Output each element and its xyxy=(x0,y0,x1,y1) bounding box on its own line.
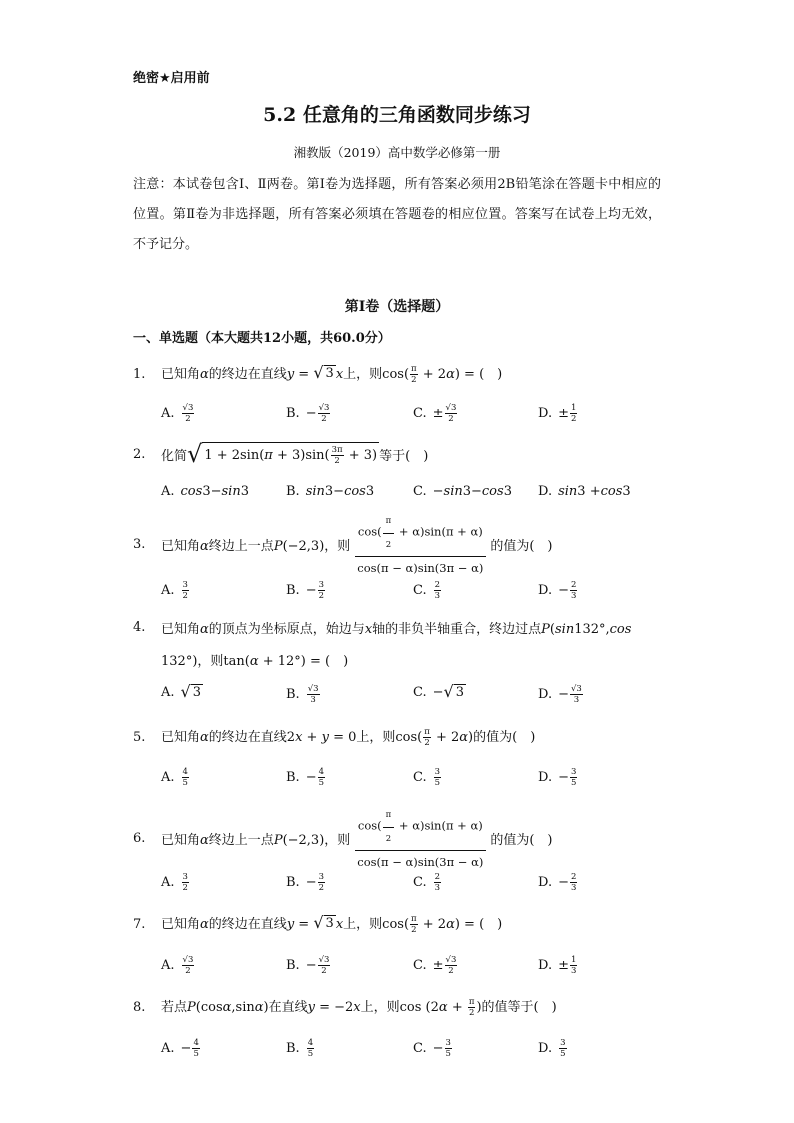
question-6: 6. 已知角α终边上一点P(−2,3)，则 cos( $\frac{\pi}{2}$ + α)sin(π + α) cos(π − α)sin(3π − α) 的值为( ) xyxy=(133,806,553,870)
question-8-option-a[interactable]: A. − 4 5 xyxy=(161,1038,199,1059)
question-6-option-d[interactable]: D. − 2 3 xyxy=(538,872,577,893)
question-8-option-b[interactable]: B. 4 5 xyxy=(286,1038,314,1059)
question-3-option-c[interactable]: C. 2 3 xyxy=(413,580,441,601)
question-3-option-b[interactable]: B. − 3 2 xyxy=(286,580,325,601)
volume-heading: 第Ⅰ卷（选择题） xyxy=(344,299,450,315)
question-4-continued: 132°)，则tan(α + 12°) = ( ) xyxy=(161,654,349,669)
question-1: 1. 已知角α的终边在直线y = √ 3 x上，则cos( $\frac{\pi}{2}$ + 2α) = ( ) xyxy=(133,363,503,385)
question-4-option-a[interactable]: A. √ 3 xyxy=(161,682,202,701)
question-5-option-d[interactable]: D. − 3 5 xyxy=(538,767,577,788)
question-5-option-a[interactable]: A. 4 5 xyxy=(161,767,188,788)
question-7-option-d[interactable]: D. ± 1 3 xyxy=(538,955,577,976)
question-6-option-c[interactable]: C. 2 3 xyxy=(413,872,441,893)
question-7: 7. 已知角α的终边在直线y = √ 3 x上，则cos( $\frac{\pi}{2}$ + 2α) = ( ) xyxy=(133,913,503,935)
question-6-option-a[interactable]: A. 3 2 xyxy=(161,872,188,893)
question-4-option-d[interactable]: D. − √3 3 xyxy=(538,684,582,705)
question-4-option-c[interactable]: C. − √ 3 xyxy=(413,682,465,701)
question-8-option-c[interactable]: C. − 3 5 xyxy=(413,1038,451,1059)
question-2-option-c[interactable]: C. − sin 3− cos 3 xyxy=(413,484,512,499)
exam-notice: 注意：本试卷包含Ⅰ、Ⅱ两卷。第Ⅰ卷为选择题，所有答案必须用2B铅笔涂在答题卡中相应的位置。第Ⅱ卷为非选择题，所有答案必须填在答题卷的相应位置。答案写在试卷上均无效，不予记分。 xyxy=(133,177,661,252)
question-2-option-a[interactable]: A. cos 3− sin 3 xyxy=(161,484,249,499)
question-7-option-c[interactable]: C. ± √3 2 xyxy=(413,955,457,976)
question-5: 5. 已知角α的终边在直线2x + y = 0上，则cos( $\frac{\pi}{2}$ + 2α)的值为( ) xyxy=(133,727,536,748)
question-2: 2. 化简 √ 1 + 2sin(π + 3)sin( $\frac{3\pi}{2}$ + 3) 等于( ) xyxy=(133,440,429,468)
question-1-option-a[interactable]: A. √3 2 xyxy=(161,403,194,424)
question-8-option-d[interactable]: D. 3 5 xyxy=(538,1038,566,1059)
page-title: 5.2 任意角的三角函数同步练习 xyxy=(263,104,531,126)
question-2-option-d[interactable]: D. sin 3 + cos 3 xyxy=(538,484,631,499)
confidential-label: 绝密★启用前 xyxy=(133,71,210,86)
question-8: 8. 若点P(cosα,sinα)在直线y = −2x上，则cos (2α + $\frac{\pi}{2}$ )的值等于( ) xyxy=(133,997,557,1018)
question-4-option-b[interactable]: B. √3 3 xyxy=(286,684,319,705)
question-2-option-b[interactable]: B. sin 3− cos 3 xyxy=(286,484,375,499)
section-heading: 一、单选题（本大题共12小题，共60.0分） xyxy=(133,331,391,346)
question-7-option-a[interactable]: A. √3 2 xyxy=(161,955,194,976)
question-4: 4. 已知角α的顶点为坐标原点，始边与x轴的非负半轴重合，终边过点P(sin132°,cos xyxy=(133,620,632,637)
page-subtitle: 湘教版（2019）高中数学必修第一册 xyxy=(293,145,501,160)
question-7-option-b[interactable]: B. − √3 2 xyxy=(286,955,330,976)
question-1-option-c[interactable]: C. ± √3 2 xyxy=(413,403,457,424)
question-3: 3. 已知角α终边上一点P(−2,3)，则 cos( $\frac{\pi}{2}$ + α)sin(π + α) cos(π − α)sin(3π − α) 的值为( ) xyxy=(133,512,553,576)
question-5-option-c[interactable]: C. 3 5 xyxy=(413,767,441,788)
question-6-option-b[interactable]: B. − 3 2 xyxy=(286,872,325,893)
question-1-option-b[interactable]: B. − √3 2 xyxy=(286,403,330,424)
question-3-option-a[interactable]: A. 3 2 xyxy=(161,580,188,601)
question-1-option-d[interactable]: D. ± 1 2 xyxy=(538,403,577,424)
question-3-option-d[interactable]: D. − 2 3 xyxy=(538,580,577,601)
question-5-option-b[interactable]: B. − 4 5 xyxy=(286,767,325,788)
